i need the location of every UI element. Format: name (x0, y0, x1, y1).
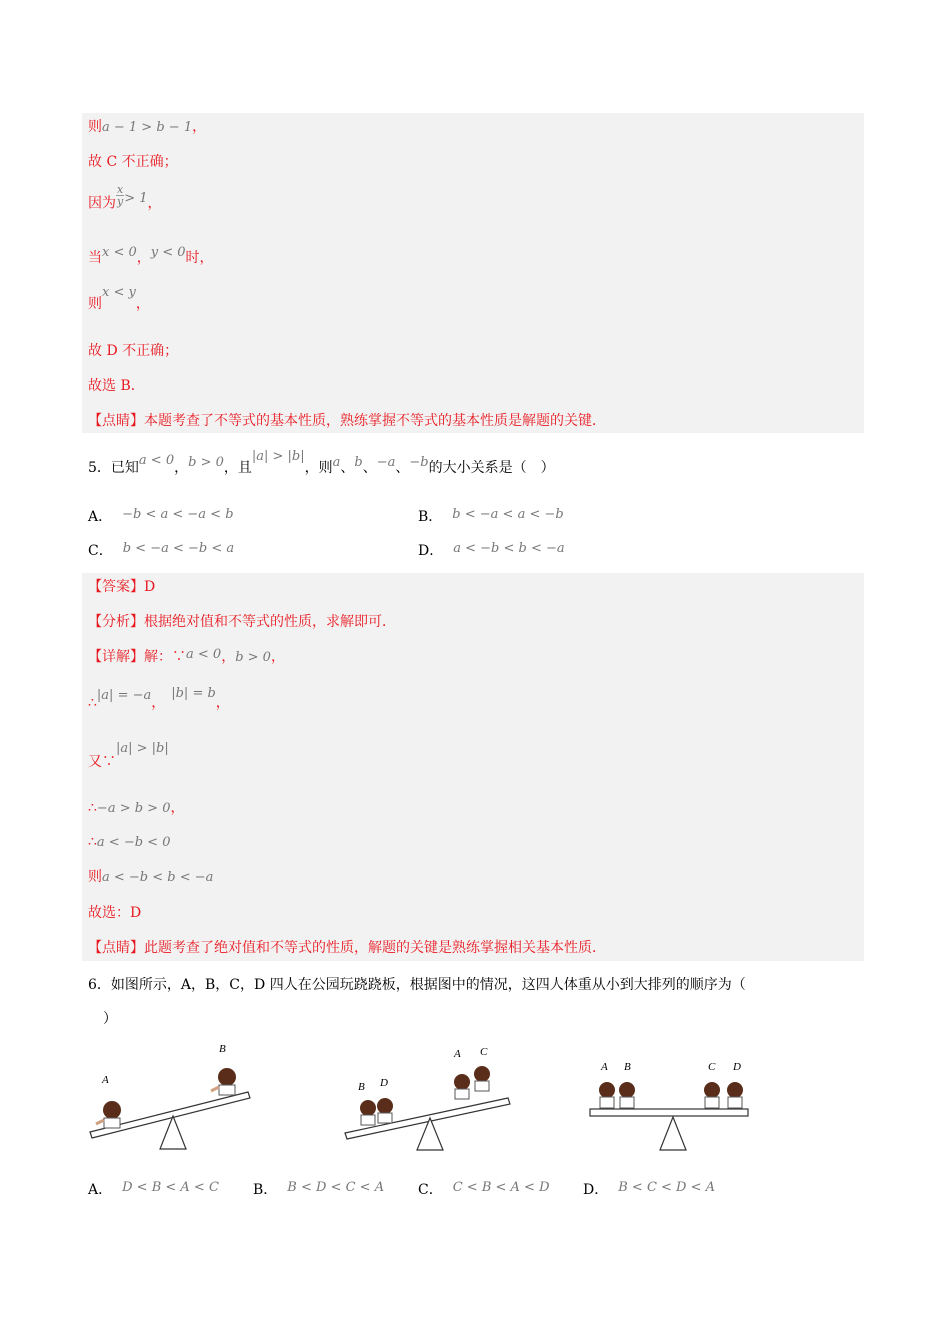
math: C < B < A < D (452, 1180, 550, 1195)
text: 则 (88, 296, 102, 312)
math: a < −b < 0 (96, 835, 171, 850)
math: −b < a < −a < b (122, 507, 234, 522)
text: ，则 (304, 460, 333, 476)
option-label: B． (418, 509, 443, 525)
text: ∴ (88, 800, 97, 816)
option-label: A． (88, 1182, 113, 1198)
option-label: D． (583, 1182, 609, 1198)
label-b: B (358, 1081, 365, 1093)
q6-option-b[interactable] (253, 1180, 384, 1201)
text: ，且 (223, 460, 252, 476)
seesaw-fulcrum (660, 1117, 686, 1150)
label: 【点睛】 (88, 413, 144, 429)
seesaw-figure-3 (585, 1055, 755, 1155)
math: B < D < C < A (287, 1180, 385, 1195)
math: b (354, 455, 363, 470)
text: 根据绝对值和不等式的性质，求解即可． (144, 614, 396, 630)
option-label: D． (418, 543, 444, 559)
label-a: A (454, 1048, 461, 1060)
math: a − 1 > b − 1 (102, 120, 193, 135)
box1-line4 (88, 245, 214, 269)
person-b-icon (360, 1100, 376, 1125)
seesaw-figure-2 (340, 1040, 520, 1155)
q5-option-c[interactable] (88, 541, 234, 562)
label-a: A (102, 1074, 109, 1086)
label-d: D (733, 1061, 741, 1073)
math: B < C < D < A (618, 1180, 716, 1195)
math: b > 0 (235, 650, 271, 665)
person-a-icon (599, 1082, 615, 1108)
text: 、 (395, 460, 410, 476)
math: b < −a < −b < a (122, 541, 235, 556)
answer: D (144, 579, 156, 595)
text: 又∵ (88, 754, 116, 770)
denominator: y (117, 195, 124, 208)
person-d-icon (727, 1082, 743, 1108)
math: b > 0 (188, 455, 224, 470)
text: 因为 (88, 195, 116, 212)
label-b: B (624, 1061, 631, 1073)
fraction-x-over-y (116, 184, 124, 207)
math: a (332, 455, 341, 470)
box1-line5 (88, 285, 150, 315)
math: D < B < A < C (122, 1180, 219, 1195)
text: ∴ (88, 695, 97, 711)
person-b-icon (211, 1068, 236, 1095)
seesaw-fulcrum (160, 1116, 186, 1149)
text: ， (174, 460, 189, 476)
text: 则 (88, 119, 102, 135)
q6-stem-line2: ） (103, 1011, 117, 1027)
option-label: A． (88, 509, 113, 525)
box1-line7: 故选 B． (88, 378, 145, 394)
label: 【详解】 (88, 649, 144, 665)
math: x < y (102, 285, 136, 300)
q6-option-a[interactable] (88, 1180, 219, 1201)
person-d-icon (377, 1098, 393, 1123)
box1-line3 (88, 183, 162, 215)
math: −a > b > 0 (96, 801, 171, 816)
seesaw-board (590, 1109, 748, 1116)
person-c-icon (704, 1082, 720, 1108)
box2-analysis (88, 612, 396, 632)
math: |b| = b (171, 686, 216, 701)
label: 【答案】 (88, 579, 144, 595)
numerator: x (117, 183, 124, 196)
math: y < 0 (150, 245, 186, 260)
label: 【点睛】 (88, 940, 144, 956)
math: a < 0 (138, 453, 175, 468)
q6-option-c[interactable] (418, 1180, 550, 1201)
text: 、 (362, 460, 377, 476)
box2-line4 (88, 686, 230, 714)
math: |a| = −a (96, 688, 152, 703)
q6-stem-line1: 6．如图所示，A，B，C，D 四人在公园玩跷跷板，根据图中的情况，这四人体重从小到大排列的顺序为（ (88, 977, 746, 993)
seesaw-figure-1 (82, 1040, 262, 1155)
q6-option-d[interactable] (583, 1180, 715, 1201)
text: ∴ (88, 834, 97, 850)
box1-line6: 故 D 不正确； (88, 343, 179, 359)
text: 、 (340, 460, 355, 476)
text: ， (136, 250, 151, 266)
label-c: C (480, 1046, 488, 1058)
math: a < 0 (186, 647, 222, 662)
text: 时， (185, 250, 214, 266)
text: 5．已知 (88, 460, 139, 476)
solution-box-1 (82, 113, 864, 433)
text: ， (151, 695, 166, 711)
text: ， (170, 800, 185, 816)
text: ， (215, 695, 230, 711)
label-b: B (219, 1043, 226, 1055)
math: b < −a < a < −b (452, 507, 564, 522)
person-b-icon (619, 1082, 635, 1108)
text: 则 (88, 869, 102, 885)
text: 解：∵ (144, 649, 186, 665)
option-label: B． (253, 1182, 278, 1198)
box2-line10 (88, 938, 606, 958)
box2-detail (88, 647, 285, 668)
box1-line8 (88, 411, 606, 431)
text: 此题考查了绝对值和不等式的性质，解题的关键是熟练掌握相关基本性质． (144, 940, 606, 956)
math: a < −b < b < −a (453, 541, 565, 556)
text: ， (147, 195, 162, 212)
q5-stem (88, 449, 555, 479)
text: ， (270, 649, 285, 665)
box2-line7 (88, 832, 170, 853)
label-a: A (601, 1061, 608, 1073)
math: −b (409, 455, 429, 470)
math: > 1 (124, 190, 148, 206)
q5-option-d[interactable] (418, 541, 565, 562)
box2-line8 (88, 867, 213, 888)
text: ， (221, 649, 236, 665)
label-d: D (380, 1077, 388, 1089)
label-c: C (708, 1061, 716, 1073)
box1-line1 (88, 117, 206, 138)
option-label: C． (88, 543, 113, 559)
box2-line9: 故选：D (88, 905, 142, 921)
box1-line2: 故 C 不正确； (88, 154, 178, 170)
box2-answer (88, 577, 155, 597)
q5-option-b[interactable] (418, 507, 564, 528)
text: 本题考查了不等式的基本性质，熟练掌握不等式的基本性质是解题的关键． (144, 413, 606, 429)
option-label: C． (418, 1182, 443, 1198)
text: ， (135, 296, 150, 312)
label: 【分析】 (88, 614, 144, 630)
math: a < −b < b < −a (102, 870, 214, 885)
q5-option-a[interactable] (88, 507, 234, 528)
math: |a| > |b| (251, 449, 305, 464)
person-a-icon (96, 1101, 121, 1128)
math: |a| > |b| (116, 741, 169, 756)
math: x < 0 (102, 245, 137, 260)
math: −a (376, 455, 396, 470)
person-a-icon (454, 1074, 470, 1099)
person-c-icon (474, 1066, 490, 1091)
text: ， (192, 119, 207, 135)
text: 的大小关系是（ ） (428, 460, 555, 476)
box2-line5 (88, 741, 169, 773)
box2-line6 (88, 798, 184, 819)
text: 当 (88, 250, 102, 266)
